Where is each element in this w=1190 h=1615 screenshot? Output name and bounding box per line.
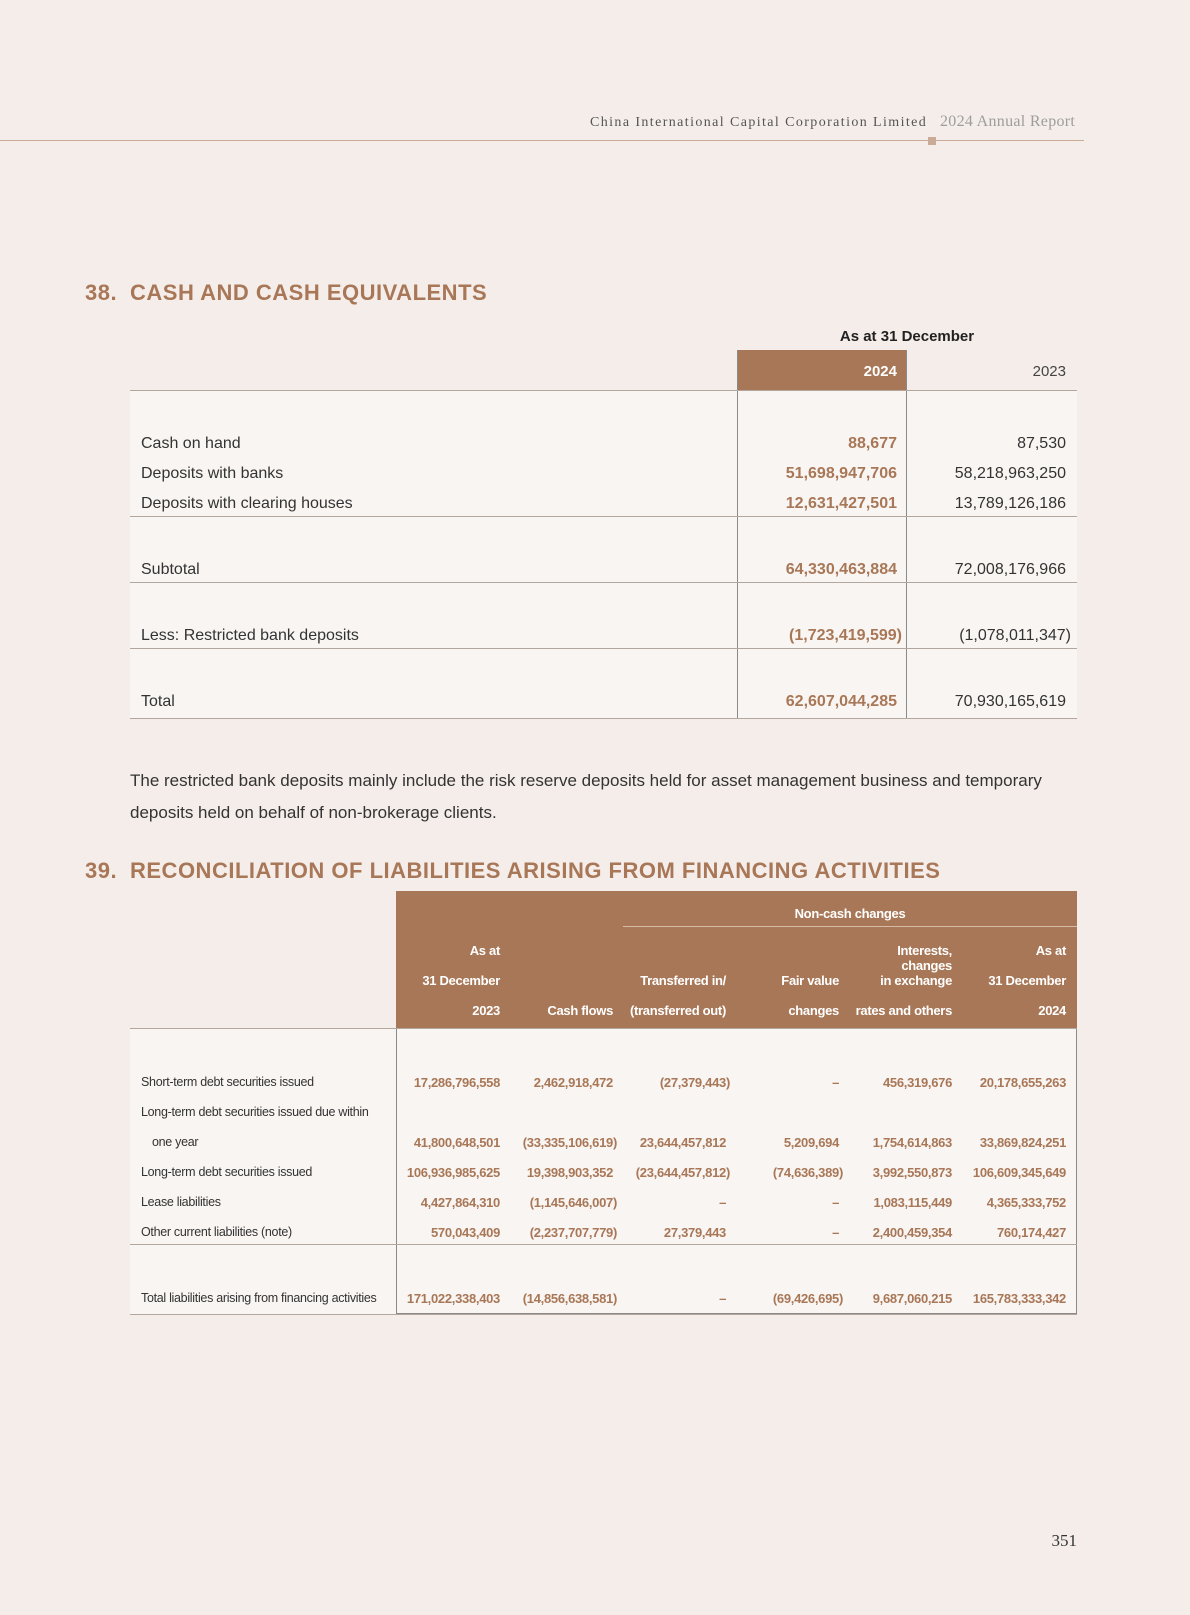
- cell: 2,400,459,354: [872, 1225, 952, 1240]
- cell: 19,398,903,352: [526, 1165, 613, 1180]
- cell: 4,365,333,752: [986, 1195, 1066, 1210]
- cell: 33,869,824,251: [979, 1135, 1066, 1150]
- section-39-number: 39.: [85, 858, 118, 883]
- col-header-interests-line2: in exchange: [880, 973, 952, 988]
- value-2024: (1,723,419,599): [789, 627, 902, 644]
- row-label: Deposits with clearing houses: [141, 495, 353, 512]
- cell: 17,286,796,558: [413, 1075, 500, 1090]
- cell: 23,644,457,812: [639, 1135, 726, 1150]
- value-2024: 12,631,427,501: [785, 495, 897, 512]
- col-header-opening-line3: 2023: [472, 1003, 500, 1018]
- col-header-transferred-line2: (transferred out): [629, 1003, 726, 1018]
- value-2023: 70,930,165,619: [954, 693, 1066, 710]
- cell: (2,237,707,779): [529, 1225, 617, 1240]
- value-2023: (1,078,011,347): [959, 627, 1071, 644]
- cell: 2,462,918,472: [533, 1075, 613, 1090]
- cell: 1,083,115,449: [873, 1195, 952, 1210]
- cell: –: [719, 1291, 726, 1306]
- table-header-rule: [130, 1028, 1077, 1029]
- cell: 4,427,864,310: [420, 1195, 500, 1210]
- cash-table-2024-column-frame: [737, 350, 907, 719]
- row-label: Total: [141, 693, 175, 710]
- value-2024: 62,607,044,285: [785, 693, 897, 710]
- value-2024: 64,330,463,884: [785, 561, 897, 578]
- page-number: 351: [1051, 1531, 1077, 1550]
- row-label: Other current liabilities (note): [141, 1225, 292, 1239]
- cell: –: [832, 1225, 839, 1240]
- section-38-title: [85, 280, 487, 306]
- cell: 41,800,648,501: [413, 1135, 500, 1150]
- cell: 570,043,409: [431, 1225, 500, 1240]
- row-label: Cash on hand: [141, 435, 241, 452]
- row-label: Less: Restricted bank deposits: [141, 627, 359, 644]
- value-2024: 51,698,947,706: [785, 465, 897, 482]
- cell: 3,992,550,873: [872, 1165, 952, 1180]
- section-39-title: [85, 858, 940, 884]
- cash-table-header-2024: 2024: [863, 363, 897, 380]
- row-label: Total liabilities arising from financing activities: [141, 1291, 377, 1305]
- cash-table-bottom-rule: [130, 718, 1077, 719]
- cell: 20,178,655,263: [979, 1075, 1066, 1090]
- col-header-opening-line1: As at: [469, 943, 500, 958]
- cell: 1,754,614,863: [872, 1135, 952, 1150]
- cell: 760,174,427: [997, 1225, 1066, 1240]
- cash-table-header-rule: [130, 390, 1077, 391]
- row-label: Subtotal: [141, 561, 200, 578]
- cell: 171,022,338,403: [406, 1291, 500, 1306]
- non-cash-divider: [623, 926, 1077, 927]
- cell: (74,636,389): [772, 1165, 843, 1180]
- cash-table-rule: [130, 516, 1077, 517]
- row-label: Short-term debt securities issued: [141, 1075, 314, 1089]
- col-header-fair-value-line1: Fair value: [781, 973, 839, 988]
- restricted-deposits-note: The restricted bank deposits mainly include the risk reserve deposits held for asset management business and temporary deposits held on behalf of non-brokerage clients.: [130, 771, 1042, 822]
- col-header-fair-value-line2: changes: [788, 1003, 839, 1018]
- cash-table-column-group: As at 31 December: [839, 328, 975, 345]
- table-rule: [130, 1244, 1077, 1245]
- cell: 5,209,694: [783, 1135, 839, 1150]
- cell: (69,426,695): [772, 1291, 843, 1306]
- table-bottom-rule: [130, 1314, 1077, 1315]
- cell: –: [832, 1075, 839, 1090]
- value-2023: 87,530: [1017, 435, 1066, 452]
- cell: 456,319,676: [883, 1075, 952, 1090]
- value-2024: 88,677: [848, 435, 897, 452]
- col-header-closing-line1: As at: [1035, 943, 1066, 958]
- col-header-closing-line2: 31 December: [988, 973, 1066, 988]
- cash-table-rule: [130, 648, 1077, 649]
- row-label: one year: [152, 1135, 199, 1149]
- row-label: Long-term debt securities issued due within: [141, 1105, 369, 1119]
- col-header-closing-line3: 2024: [1038, 1003, 1066, 1018]
- col-header-interests-line3: rates and others: [855, 1003, 952, 1018]
- header-marker: [928, 137, 936, 145]
- cell: 27,379,443: [663, 1225, 726, 1240]
- col-header-transferred-line1: Transferred in/: [640, 973, 726, 988]
- cell: 106,609,345,649: [972, 1165, 1066, 1180]
- value-2023: 58,218,963,250: [954, 465, 1066, 482]
- cell: 106,936,985,625: [406, 1165, 500, 1180]
- section-38-number: 38.: [85, 280, 118, 305]
- header-company-name: China International Capital Corporation Limited: [590, 115, 928, 130]
- row-label: Long-term debt securities issued: [141, 1165, 313, 1179]
- cash-table-header-2023: 2023: [1032, 363, 1066, 380]
- cell: (33,335,106,619): [522, 1135, 617, 1150]
- cell: 165,783,333,342: [972, 1291, 1066, 1306]
- col-header-cash-flows: Cash flows: [547, 1003, 613, 1018]
- header-report-title: 2024 Annual Report: [940, 113, 1076, 130]
- col-header-interests-line1: Interests, changes: [897, 943, 952, 973]
- cell: (23,644,457,812): [635, 1165, 730, 1180]
- section-39-heading: RECONCILIATION OF LIABILITIES ARISING FROM FINANCING ACTIVITIES: [130, 858, 941, 883]
- row-label: Lease liabilities: [141, 1195, 221, 1209]
- cell: (14,856,638,581): [522, 1291, 617, 1306]
- value-2023: 72,008,176,966: [954, 561, 1066, 578]
- row-label: Deposits with banks: [141, 465, 284, 482]
- cell: –: [719, 1195, 726, 1210]
- header-divider: [0, 140, 1084, 141]
- cash-table-rule: [130, 582, 1077, 583]
- cell: –: [832, 1195, 839, 1210]
- cell: (27,379,443): [659, 1075, 730, 1090]
- cell: 9,687,060,215: [872, 1291, 952, 1306]
- cell: (1,145,646,007): [529, 1195, 617, 1210]
- col-header-opening-line2: 31 December: [422, 973, 500, 988]
- section-38-heading: CASH AND CASH EQUIVALENTS: [130, 280, 488, 305]
- non-cash-changes-header: Non-cash changes: [794, 906, 906, 921]
- value-2023: 13,789,126,186: [954, 495, 1066, 512]
